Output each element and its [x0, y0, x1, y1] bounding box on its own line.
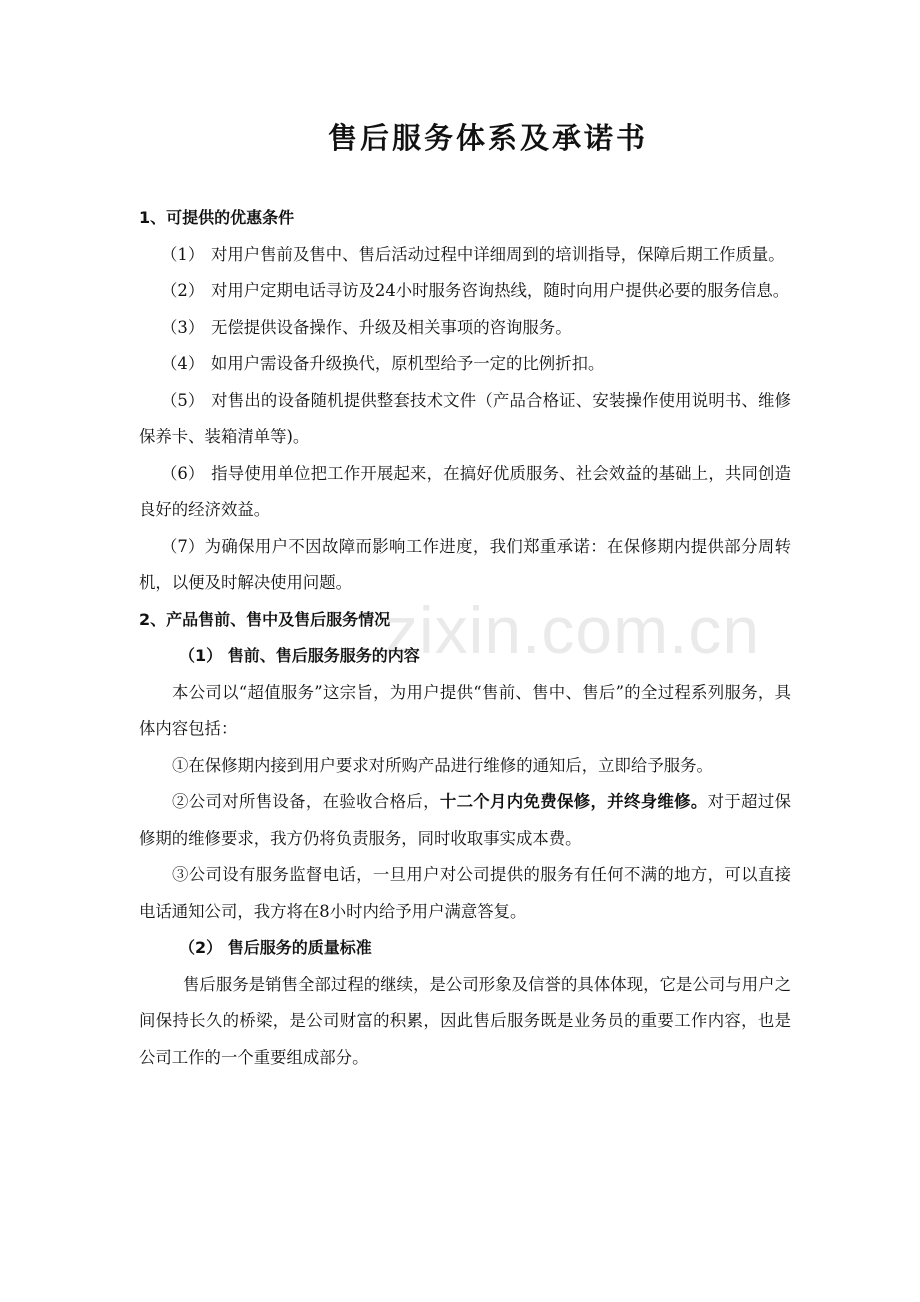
document-body — [139, 200, 791, 1076]
item-text: 对售出的设备随机提供整套技术文件（产品合格证、安装操作使用说明书、维修保养卡、装箱清单等)。 — [139, 390, 791, 446]
item-text: 无偿提供设备操作、升级及相关事项的咨询服务。 — [211, 317, 572, 337]
watermark-text: zixin.com.cn — [385, 593, 761, 667]
point-2-text-a: ②公司对所售设备，在验收合格后， — [172, 792, 440, 811]
item-text: 指导使用单位把工作开展起来，在搞好优质服务、社会效益的基础上，共同创造良好的经济效益。 — [139, 463, 791, 519]
section-heading-1: 1、可提供的优惠条件 — [139, 208, 295, 227]
point-2-bold-text: 十二个月内免费保修，并终身维修。 — [439, 792, 708, 811]
list-item-7 — [139, 529, 791, 602]
item-text: 如用户需设备升级换代，原机型给予一定的比例折扣。 — [211, 354, 605, 373]
paragraph-point-3: ③公司设有服务监督电话，一旦用户对公司提供的服务有任何不满的地方，可以直接电话通知公司，我方将在8小时内给予用户满意答复。 — [139, 865, 791, 921]
list-item-1 — [139, 237, 791, 274]
item-text: 为确保用户不因故障而影响工作进度，我们郑重承诺：在保修期内提供部分周转机，以便及时解决使用问题。 — [139, 536, 791, 592]
item-text: 对用户售前及售中、售后活动过程中详细周到的培训指导，保障后期工作质量。 — [211, 244, 785, 264]
paragraph-quality: 售后服务是销售全部过程的继续，是公司形象及信誉的具体体现，它是公司与用户之间保持长久的桥梁，是公司财富的积累，因此售后服务既是业务员的重要工作内容，也是公司工作的一个重要组成部分。 — [139, 974, 791, 1067]
item-number: （5） — [161, 390, 205, 410]
point-2-text-b: 对于超过保修期的维修要求，我方仍将负责服务，同时收取事实成本费。 — [139, 792, 792, 848]
paragraph-point-2 — [139, 784, 791, 857]
list-item-6 — [139, 456, 791, 529]
paragraph-intro: 本公司以“超值服务”这宗旨，为用户提供“售前、售中、售后”的全过程系列服务，具体内容包括： — [139, 682, 791, 738]
item-number: （7） — [161, 536, 205, 556]
item-number: （6） — [161, 463, 205, 483]
item-number: （1） — [161, 244, 205, 264]
subsection-heading-1: （1） 售前、售后服务服务的内容 — [179, 646, 420, 665]
item-number: （3） — [161, 317, 205, 337]
subsection-heading-2: （2） 售后服务的质量标准 — [179, 938, 372, 957]
item-text: 对用户定期电话寻访及24小时服务咨询热线，随时向用户提供必要的服务信息。 — [211, 281, 790, 300]
section-heading-2: 2、产品售前、售中及售后服务情况 — [139, 609, 391, 629]
list-item-3 — [139, 310, 791, 347]
paragraph-point-1: ①在保修期内接到用户要求对所购产品进行维修的通知后，立即给予服务。 — [172, 755, 713, 775]
list-item-4 — [139, 346, 791, 383]
document-title: 售后服务体系及承诺书 — [327, 121, 648, 155]
list-item-2 — [139, 273, 791, 310]
list-item-5 — [139, 383, 791, 456]
item-number: （2） — [161, 281, 205, 300]
item-number: （4） — [161, 354, 205, 373]
